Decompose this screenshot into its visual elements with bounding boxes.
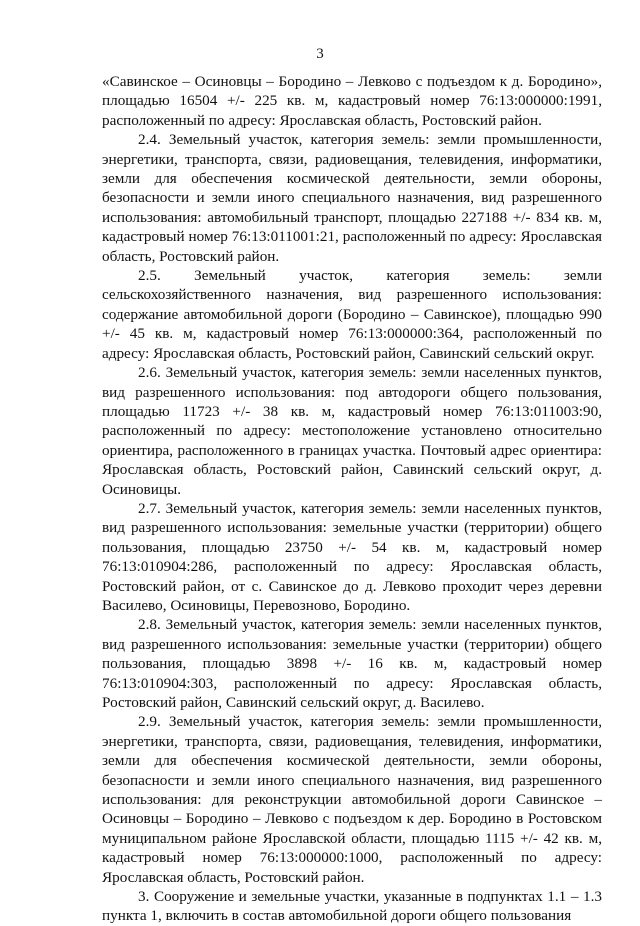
- paragraph-continuation: «Савинское – Осиновцы – Бородино – Левково с подъездом к д. Бородино», площадью 16504 +/- 225 кв. м, кадастровый номер 76:13:000000:1991, расположенный по адресу: Ярославская область, Ростовский район.: [102, 73, 602, 129]
- paragraph-2-7: 2.7. Земельный участок, категория земель: земли населенных пунктов, вид разрешенного использования: земельные участки (территории) общего пользования, площадью 23750 +/- 54 кв. м, кадастровый номер 76:13:010904:286, расположенный по адресу: Ярославская область, Ростовский район, от с. Савинское до д. Левково проходит через деревни Василево, Осиновицы, Перевозново, Бородино.: [102, 499, 602, 614]
- document-body: [102, 72, 602, 926]
- paragraph-2-8: 2.8. Земельный участок, категория земель: земли населенных пунктов, вид разрешенного использования: земельные участки (территории) общего пользования, площадью 3898 +/- 16 кв. м, кадастровый номер 76:13:010904:303, расположенный по адресу: Ярославская область, Ростовский район, Савинский сельский округ, д. Василево.: [102, 616, 602, 711]
- paragraph-2-4: 2.4. Земельный участок, категория земель: земли промышленности, энергетики, транспорта, связи, радиовещания, телевидения, информатики, земли для обеспечения космической деятельности, земли обороны, безопасности и земли иного специального назначения, вид разрешенного использования: автомобильный транспорт, площадью 227188 +/- 834 кв. м, кадастровый номер 76:13:011001:21, расположенный по адресу: Ярославская область, Ростовский район.: [102, 131, 602, 265]
- paragraph-2-9: 2.9. Земельный участок, категория земель: земли промышленности, энергетики, транспорта, связи, радиовещания, телевидения, информатики, земли для обеспечения космической деятельности, земли обороны, безопасности и земли иного специального назначения, вид разрешенного использования: для реконструкции автомобильной дороги Савинское – Осиновцы – Бородино – Левково с подъездом к дер. Бородино в Ростовском муниципальном районе Ярославской области, площадью 1115 +/- 42 кв. м, кадастровый номер 76:13:000000:1000, расположенный по адресу: Ярославская область, Ростовский район.: [102, 713, 602, 886]
- page-number: 3: [316, 46, 324, 62]
- paragraph-3: 3. Сооружение и земельные участки, указанные в подпунктах 1.1 – 1.3 пункта 1, включить в состав автомобильной дороги общего пользования: [102, 888, 602, 925]
- paragraph-2-5: 2.5. Земельный участок, категория земель: земли сельскохозяйственного назначения, вид разрешенного использования: содержание автомобильной дороги (Бородино – Савинское), площадью 990 +/- 45 кв. м, кадастровый номер 76:13:000000:364, расположенный по адресу: Ярославская область, Ростовский район, Савинский сельский округ.: [102, 267, 602, 362]
- paragraph-2-6: 2.6. Земельный участок, категория земель: земли населенных пунктов, вид разрешенного использования: под автодороги общего пользования, площадью 11723 +/- 38 кв. м, кадастровый номер 76:13:011003:90, расположенный по адресу: местоположение установлено относительно ориентира, расположенного в границах участка. Почтовый адрес ориентира: Ярославская область, Ростовский район, Савинский сельский округ, д. Осиновицы.: [102, 364, 602, 498]
